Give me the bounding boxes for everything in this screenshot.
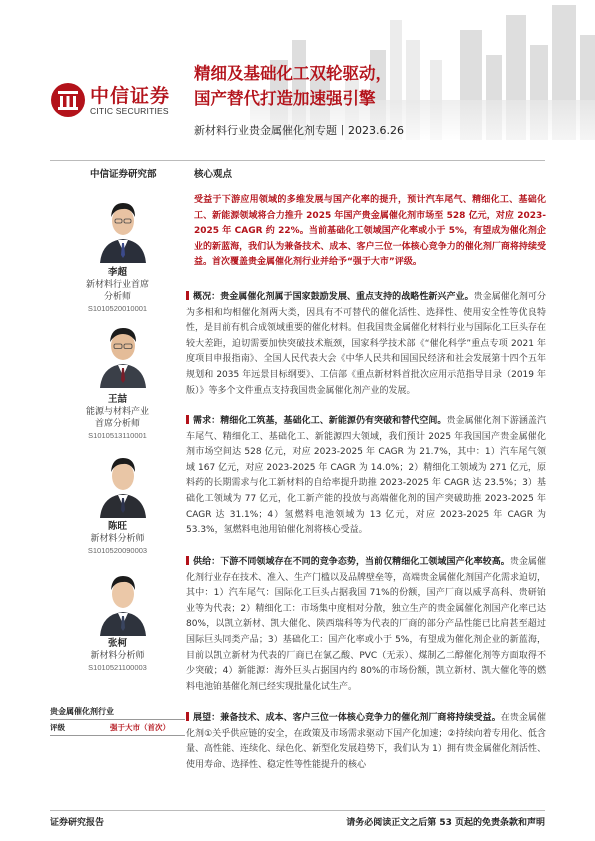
- analyst-name: 王喆: [107, 394, 127, 405]
- bullet-bar: [186, 712, 189, 721]
- footer-disclaimer: 请务必阅读正文之后第 53 页起的免责条款和声明: [346, 818, 545, 828]
- paragraph-lead: 需求：精细化工筑基，基础化工、新能源仍有突破和替代空间。: [193, 416, 447, 426]
- rating-header: 贵金属催化剂行业: [50, 706, 185, 720]
- summary-text: 受益于下游应用领域的多维发展与国产化率的提升，预计汽车尾气、精细化工、基础化工、新能源领域将合力推升 2025 年国产贵金属催化剂市场至 528 亿元，对应 2023-2025 年 CAGR 约 22%。当前基础化工领域国产化率或小于 5%，有望成为催化剂企业的新蓝海，我们认为兼备技术、成本、客户三位一体核心竞争力的催化剂厂商将持续受益。首次覆盖贵金属催化剂行业并给予“强于大市”评级。: [194, 195, 546, 268]
- paragraph-lead: 展望：兼备技术、成本、客户三位一体核心竞争力的催化剂厂商将持续受益。: [193, 713, 501, 723]
- brand-name-cn: 中信证券: [90, 85, 171, 107]
- rating-row: [50, 722, 185, 736]
- rating-label: 评级: [50, 723, 65, 732]
- analyst-card: [50, 266, 185, 314]
- analyst-role: 分析师: [103, 292, 131, 302]
- analyst-card: [50, 520, 185, 556]
- analyst-cert-id: S1010520090003: [87, 546, 148, 555]
- analyst-photo-li-chao: [98, 193, 148, 263]
- analyst-role: 首席分析师: [94, 419, 140, 429]
- analyst-cert-id: S1010513110001: [88, 431, 147, 440]
- header-divider: [50, 160, 545, 161]
- analyst-cert-id: S1010520010001: [87, 304, 148, 313]
- footer-divider: [50, 810, 545, 811]
- bullet-bar: [186, 556, 189, 565]
- rating-value: 强于大市（首次）: [110, 723, 170, 732]
- paragraph-body: 贵金属催化剂行业存在技术、准入、生产门槛以及品牌壁垒等，高端贵金属催化剂国产化需求迫切，其中：1）汽车尾气：国际化工巨头占据我国 71%的份额，国产厂商以威孚高科、贵研铂业等为代表；2）精细化工：市场集中度相对分散，独立生产的贵金属催化剂国产化率已达 80%，以凯立新材、凯大催化、陕西瑞科等为代表的厂商的部分产品性能已比肩甚至超过国际巨头同类产品；3）基础化工：国产化率或小于 5%，有望成为催化剂企业的新蓝海，目前以凯立新材为代表的厂商已在氯乙酸、PVC（无汞）、煤制乙二醇催化剂等方面取得不少突破；4）新能源：海外巨头占据国内约 80%的市场份额，凯立新材、凯大催化等的燃料电池铂基催化剂已经实现批量化试生产。: [186, 557, 547, 692]
- analyst-photo-chen-wang: [98, 448, 148, 518]
- brand-logo: [50, 78, 185, 124]
- paragraph-supply: [186, 555, 546, 695]
- paragraph-body: 贵金属催化剂下游涵盖汽车尾气、精细化工、基础化工、新能源四大领域，我们预计 2025 年我国国产贵金属催化剂市场空间达 528 亿元，对应 2023-2025 年 CAGR 为 21.7%，其中：1）汽车尾气领域 167 亿元，对应 2023-2025 年 CAGR 为 14.0%；2）精细化工领域为 271 亿元，原料药的长期需求与化工新材料的自给率提升助推 2023-2025 年 CAGR 达 23.5%；3）基础化工领域为 77 亿元，化工新产能的投放与高端催化剂的国产突破助推 2023-2025 年 CAGR 达 31.1%；4）氢燃料电池领域为 13 亿元，对应 2023-2025 年 CAGR 为 53.3%，氢燃料电池用铂催化剂将核心受益。: [186, 416, 546, 536]
- report-title: [194, 61, 392, 111]
- paragraph-demand: [186, 414, 546, 539]
- paragraph-lead: 概况：贵金属催化剂属于国家鼓励发展、重点支持的战略性新兴产业。: [193, 292, 474, 302]
- analyst-name: 张柯: [107, 638, 127, 649]
- bullet-bar: [186, 415, 189, 424]
- analyst-card: [50, 637, 185, 673]
- analyst-role: 新材料分析师: [90, 534, 145, 544]
- paragraph-overview: [186, 290, 546, 399]
- analyst-role: 新材料分析师: [90, 651, 145, 661]
- report-title-line2: 国产替代打造加速强引擎: [194, 89, 376, 108]
- bullet-bar: [186, 291, 189, 300]
- analyst-cert-id: S1010521100003: [88, 663, 147, 672]
- analyst-photo-wang-zhe: [98, 318, 148, 388]
- paragraph-outlook: [186, 711, 546, 804]
- analyst-name: 陈旺: [107, 521, 127, 532]
- citic-logo-icon: [50, 82, 86, 118]
- core-views-label: 核心观点: [194, 169, 233, 180]
- report-title-line1: 精细及基础化工双轮驱动，: [194, 64, 392, 83]
- analyst-photo-zhang-ke: [98, 566, 148, 636]
- analyst-card: [50, 393, 185, 441]
- paragraph-lead: 供给：下游不同领域存在不同的竞争态势，当前仅精细化工领域国产化率较高。: [193, 557, 510, 567]
- analyst-role: 能源与材料产业: [85, 407, 149, 417]
- report-subtitle: 新材料行业贵金属催化剂专题丨2023.6.26: [194, 124, 404, 137]
- research-dept-label: 中信证券研究部: [90, 169, 157, 180]
- paragraph-body: 在贵金属催化剂①关乎供应链的安全，在政策及市场需求驱动下国产化加速；②持续向着专用化、低含量、高性能、连续化、绿色化、新型化发展趋势下，我们认为 1）拥有贵金属催化剂活性、使用寿命、选择性、稳定性等性能提升的核心: [186, 713, 546, 770]
- brand-name-en: CITIC SECURITIES: [90, 106, 169, 116]
- paragraph-body: 贵金属催化剂可分为多相和均相催化剂两大类，因具有不可替代的催化活性、选择性、使用安全性等优良特性，是目前有机合成领域重要的催化材料。但我国贵金属催化材料行业与国际化工巨头存在较大差距，迫切需要加快突破技术瓶颈，国家科学技术部《“催化科学”重点专项 2021 年度项目申报指南》、全国人民代表大会《中华人民共和国国民经济和社会发展第十四个五年规划和 2035 年远景目标纲要》、工信部《重点新材料首批次应用示范指导目录（2019 年版）》等多个文件重点支持我国贵金属催化剂产业的发展。: [186, 292, 547, 396]
- analyst-name: 李超: [107, 267, 127, 278]
- analyst-role: 新材料行业首席: [85, 280, 149, 290]
- footer-report-type: 证券研究报告: [50, 818, 105, 828]
